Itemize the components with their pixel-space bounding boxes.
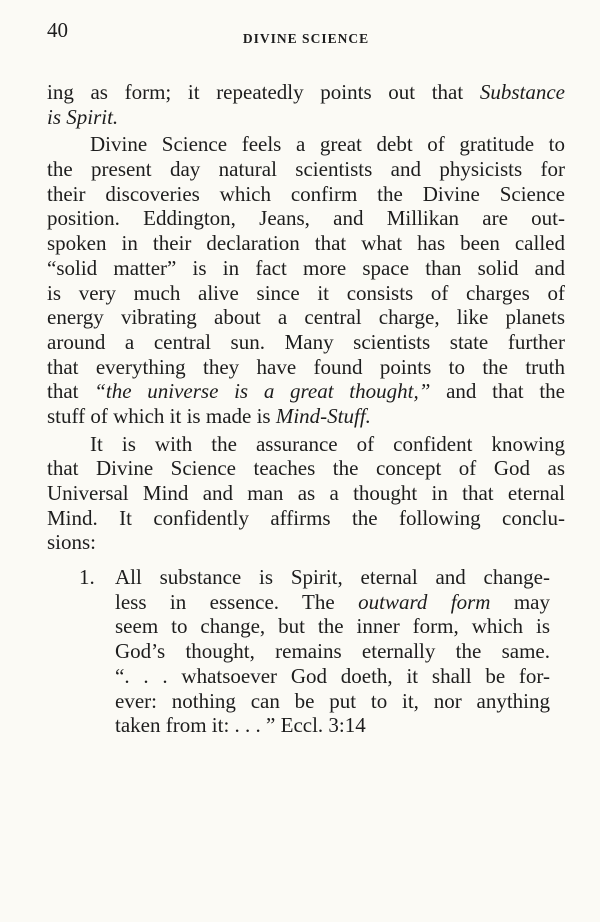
text-segment: and that the [430, 379, 565, 404]
text-line [47, 530, 565, 555]
text-line [47, 379, 565, 404]
text-line [47, 281, 565, 306]
text-segment: All substance is Spirit, eternal and change- [115, 565, 550, 590]
text-segment: ever: nothing can be put to it, nor anything [115, 688, 550, 713]
italic-text: “the universe is a great thought,” [94, 379, 431, 404]
text-segment: that Divine Science teaches the concept of God as [47, 456, 565, 481]
text-segment: sions: [47, 530, 97, 555]
text-segment: may [490, 589, 550, 614]
text-segment: that everything they have found points to the truth [47, 354, 565, 379]
text-line [47, 157, 565, 182]
text-line [47, 182, 565, 207]
paragraphs [47, 80, 565, 555]
text-segment: stuff of which it is made is [47, 403, 276, 428]
text-line [47, 689, 550, 714]
text-segment: Universal Mind and man as a thought in that eternal [47, 481, 565, 505]
text-line [47, 481, 565, 506]
numbered-list [47, 565, 565, 738]
text-line [47, 330, 565, 355]
text-segment: Mind. It confidently affirms the following conclu- [47, 505, 565, 530]
paragraph [47, 432, 565, 555]
text-line [47, 432, 565, 457]
text-line [47, 355, 565, 380]
text-segment: position. Eddington, Jeans, and Millikan are out- [47, 206, 565, 231]
text-segment: spoken in their declaration that what has been called [47, 231, 565, 256]
page-body [47, 80, 565, 738]
text-line [47, 80, 565, 105]
text-line [47, 132, 565, 157]
text-line [47, 105, 565, 130]
text-segment: taken from it: . . . ” Eccl. 3:14 [115, 713, 366, 738]
text-segment: “solid matter” is in fact more space than solid and [47, 255, 565, 280]
italic-text: is Spirit. [47, 104, 119, 129]
list-number: 1. [79, 565, 95, 590]
text-line [47, 206, 565, 231]
page-number: 40 [47, 18, 68, 42]
text-segment: energy vibrating about a central charge, like planets [47, 305, 565, 330]
text-segment: God’s thought, remains eternally the same. [115, 639, 550, 664]
text-line [47, 590, 550, 615]
text-segment: the present day natural scientists and physicists for [47, 157, 565, 182]
text-segment: is very much alive since it consists of charges of [47, 280, 565, 305]
text-line [47, 506, 565, 531]
text-line [47, 664, 550, 689]
paragraph [47, 132, 565, 428]
text-segment: It is with the assurance of confident knowing [90, 431, 565, 456]
text-line [47, 565, 550, 590]
text-line [47, 231, 565, 256]
text-line [47, 639, 550, 664]
text-segment: around a central sun. Many scientists state further [47, 329, 565, 354]
text-line [47, 404, 565, 429]
italic-text: Substance [479, 80, 565, 104]
text-segment: their discoveries which confirm the Divine Science [47, 181, 565, 206]
text-segment: that [47, 379, 95, 404]
text-segment: ing as form; it repeatedly points out that [47, 80, 480, 104]
running-title: DIVINE SCIENCE [242, 31, 370, 46]
list-item [47, 565, 565, 738]
text-segment: Divine Science feels a great debt of gratitude to [90, 132, 565, 157]
text-segment: seem to change, but the inner form, which is [115, 614, 550, 639]
text-line [47, 256, 565, 281]
italic-text: outward form [358, 589, 491, 614]
italic-text: Mind-Stuff. [275, 403, 371, 428]
text-segment: “. . . whatsoever God doeth, it shall be for- [115, 663, 550, 688]
text-line [47, 456, 565, 481]
text-line [47, 614, 550, 639]
text-segment: less in essence. The [115, 589, 359, 614]
text-line [47, 305, 565, 330]
paragraph [47, 80, 565, 129]
text-line [47, 713, 550, 738]
